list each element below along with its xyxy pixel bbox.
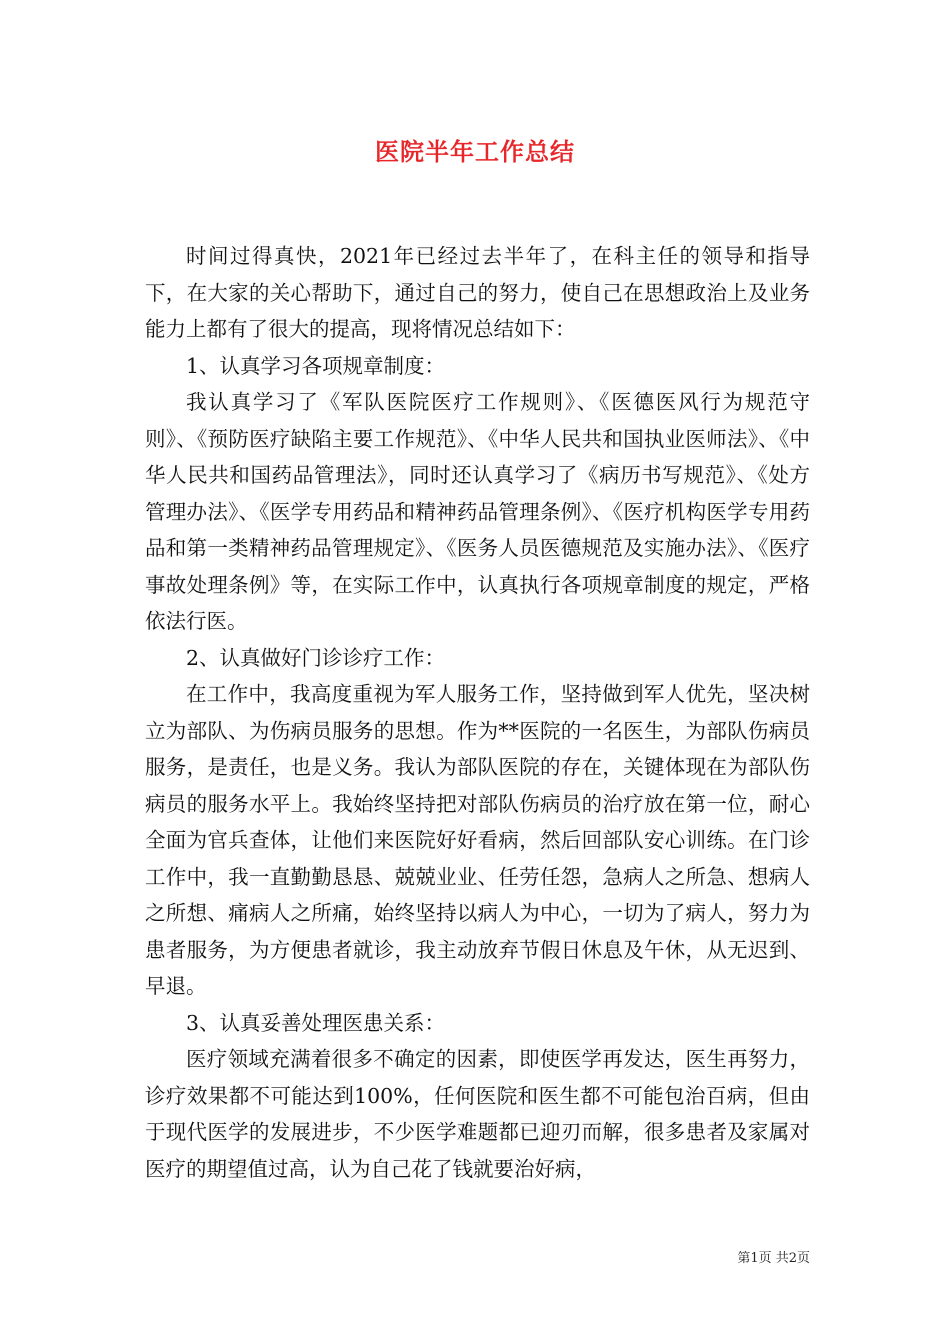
document-title: 医院半年工作总结: [375, 138, 575, 166]
page-number: 第1页 共2页: [737, 1251, 810, 1266]
section-heading-1: 1、认真学习各项规章制度：: [186, 353, 446, 378]
section-heading-2: 2、认真做好门诊诊疗工作：: [186, 645, 446, 670]
paragraph-section-3: 医疗领域充满着很多不确定的因素，即使医学再发达，医生再努力，诊疗效果都不可能达到100%，任何医院和医生都不可能包治百病，但由于现代医学的发展进步，不少医学难题都已迎刃而解，很多患者及家属对医疗的期望值过高，认为自己花了钱就要治好病，: [145, 1047, 810, 1181]
section-heading-3: 3、认真妥善处理医患关系：: [186, 1010, 446, 1035]
paragraph-intro: 时间过得真快，2021年已经过去半年了，在科主任的领导和指导下，在大家的关心帮助下，通过自己的努力，使自己在思想政治上及业务能力上都有了很大的提高，现将情况总结如下：: [145, 244, 810, 341]
paragraph-section-2: 在工作中，我高度重视为军人服务工作，坚持做到军人优先，坚决树立为部队、为伤病员服务的思想。作为**医院的一名医生，为部队伤病员服务，是责任，也是义务。我认为部队医院的存在，关键体现在为部队伤病员的服务水平上。我始终坚持把对部队伤病员的治疗放在第一位，耐心全面为官兵查体，让他们来医院好好看病，然后回部队安心训练。在门诊工作中，我一直勤勤恳恳、兢兢业业、任劳任怨，急病人之所急、想病人之所想、痛病人之所痛，始终坚持以病人为中心，一切为了病人，努力为患者服务，为方便患者就诊，我主动放弃节假日休息及午休，从无迟到、早退。: [145, 682, 810, 998]
document-body: [145, 238, 810, 1187]
paragraph-section-1: 我认真学习了《军队医院医疗工作规则》、《医德医风行为规范守则》、《预防医疗缺陷主要工作规范》、《中华人民共和国执业医师法》、《中华人民共和国药品管理法》，同时还认真学习了《病历书写规范》、《处方管理办法》、《医学专用药品和精神药品管理条例》、《医疗机构医学专用药品和第一类精神药品管理规定》、《医务人员医德规范及实施办法》、《医疗事故处理条例》等，在实际工作中，认真执行各项规章制度的规定，严格依法行医。: [145, 390, 810, 633]
